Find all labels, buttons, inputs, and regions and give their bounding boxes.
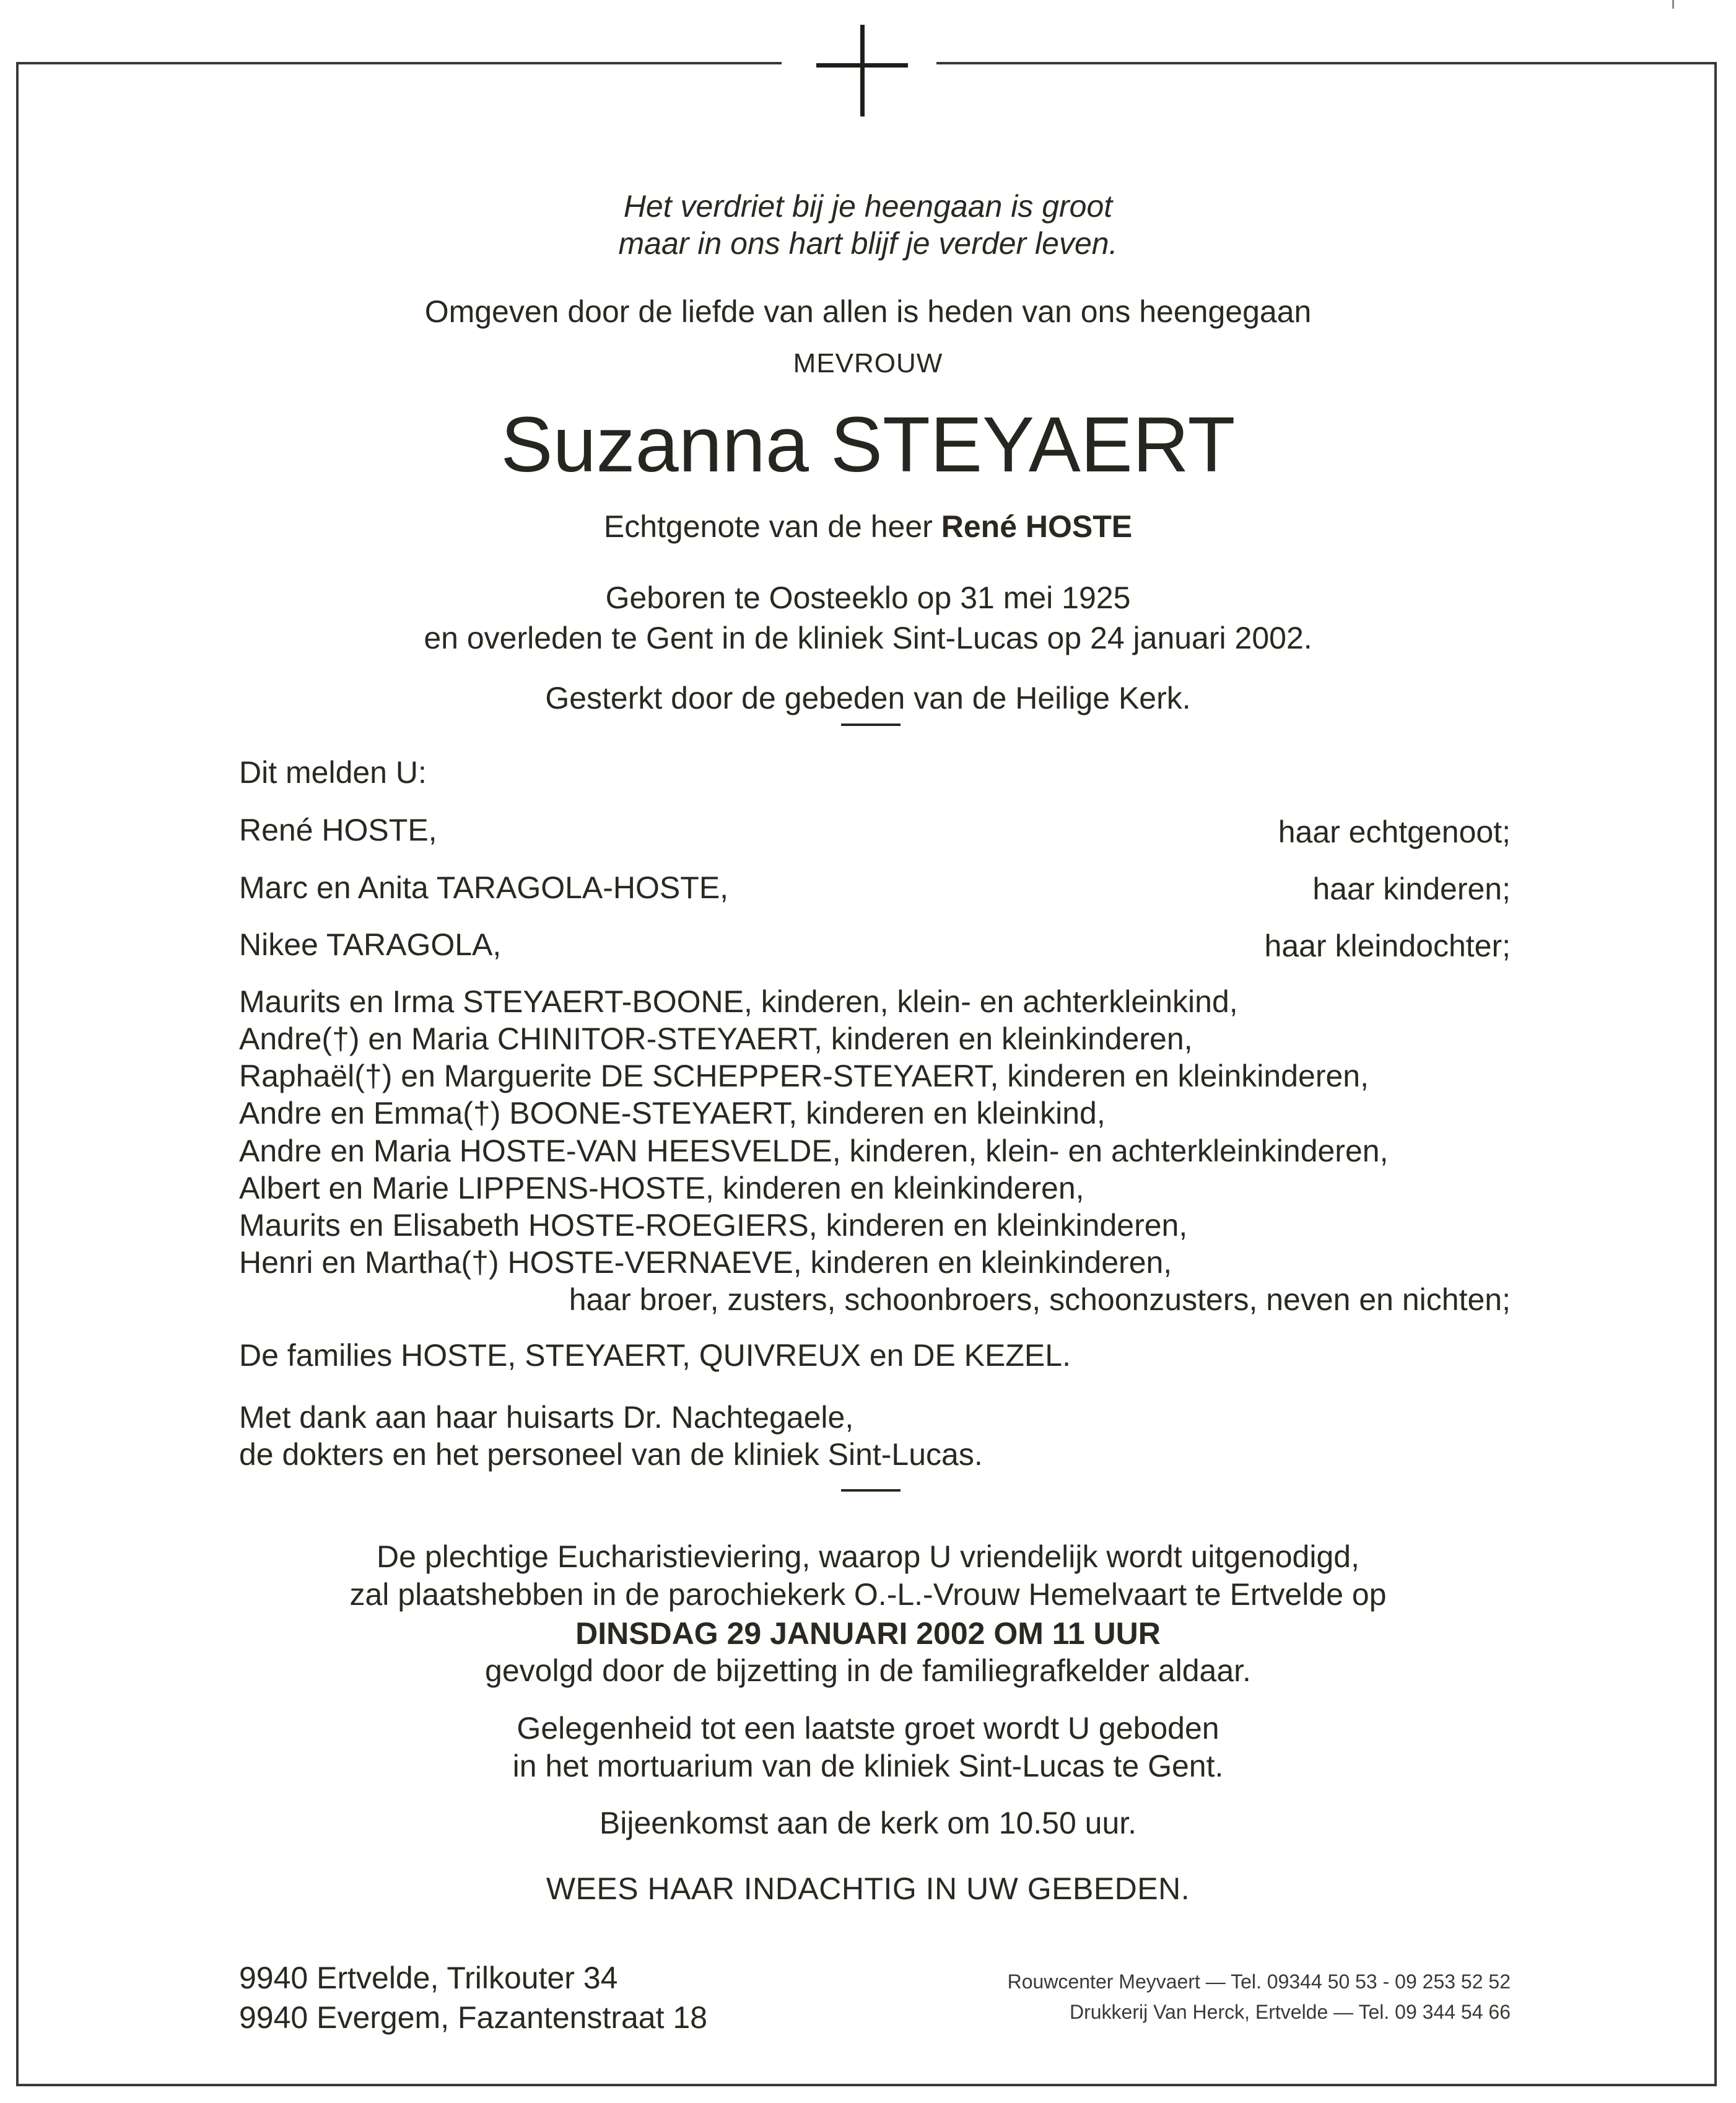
family-relation: haar kinderen; <box>1312 872 1511 906</box>
credit-line: Drukkerij Van Herck, Ertvelde — Tel. 09 344 54 66 <box>1069 2001 1511 2023</box>
relative-line: Andre(†) en Maria CHINITOR-STEYAERT, kinderen en kleinkinderen, <box>239 1021 1193 1056</box>
credit-line: Rouwcenter Meyvaert — Tel. 09344 50 53 - 09 253 52 52 <box>1007 1970 1511 1993</box>
born-line: Geboren te Oosteeklo op 31 mei 1925 <box>605 580 1131 615</box>
families-line: De families HOSTE, STEYAERT, QUIVREUX en DE KEZEL. <box>239 1338 1071 1373</box>
relative-line: Henri en Martha(†) HOSTE-VERNAEVE, kinderen en kleinkinderen, <box>239 1245 1172 1280</box>
spouse-prefix: Echtgenote van de heer <box>603 509 933 544</box>
church-line: Gesterkt door de gebeden van de Heilige Kerk. <box>545 681 1191 715</box>
relative-line: Andre en Emma(†) BOONE-STEYAERT, kinderen en kleinkind, <box>239 1096 1106 1130</box>
quote-line-1: Het verdriet bij je heengaan is groot <box>623 189 1113 224</box>
mass-line-1: De plechtige Eucharistieviering, waarop U vriendelijk wordt uitgenodigd, <box>377 1539 1359 1574</box>
gathering-line: Bijeenkomst aan de kerk om 10.50 uur. <box>599 1806 1137 1840</box>
relative-line: Albert en Marie LIPPENS-HOSTE, kinderen en kleinkinderen, <box>239 1171 1084 1205</box>
title-prefix: MEVROUW <box>793 348 943 378</box>
announce-text: Dit melden U: <box>239 755 427 790</box>
deceased-name: Suzanna STEYAERT <box>500 401 1236 488</box>
relative-line: Raphaël(†) en Marguerite DE SCHEPPER-STEYAERT, kinderen en kleinkinderen, <box>239 1059 1369 1093</box>
family-name: Marc en Anita TARAGOLA-HOSTE, <box>239 870 729 905</box>
remember-line: WEES HAAR INDACHTIG IN UW GEBEDEN. <box>546 1871 1190 1906</box>
mass-line-3: gevolgd door de bijzetting in de familiegrafkelder aldaar. <box>485 1653 1251 1688</box>
divider <box>841 724 901 726</box>
relative-line: Maurits en Irma STEYAERT-BOONE, kinderen, klein- en achterkleinkind, <box>239 984 1238 1019</box>
family-relation: haar kleindochter; <box>1264 929 1511 963</box>
family-relation: haar echtgenoot; <box>1278 815 1511 849</box>
spouse-name: René HOSTE <box>941 509 1133 544</box>
relative-line: Maurits en Elisabeth HOSTE-ROEGIERS, kinderen en kleinkinderen, <box>239 1208 1188 1243</box>
scan-mark <box>1672 0 1674 9</box>
address-line: 9940 Evergem, Fazantenstraat 18 <box>239 2000 708 2035</box>
divider <box>841 1489 901 1492</box>
intro-text: Omgeven door de liefde van allen is heden van ons heengegaan <box>424 294 1312 329</box>
mass-date: DINSDAG 29 JANUARI 2002 OM 11 UUR <box>575 1616 1161 1651</box>
cross-icon-horizontal <box>816 63 908 68</box>
address-line: 9940 Ertvelde, Trilkouter 34 <box>239 1961 618 1995</box>
visitation-line-2: in het mortuarium van de kliniek Sint-Lucas te Gent. <box>512 1749 1224 1783</box>
mass-line-2: zal plaatshebben in de parochiekerk O.-L.-Vrouw Hemelvaart te Ertvelde op <box>349 1577 1387 1612</box>
visitation-line-1: Gelegenheid tot een laatste groet wordt U geboden <box>517 1711 1219 1746</box>
family-name: René HOSTE, <box>239 813 437 847</box>
cross-icon-vertical <box>860 25 865 116</box>
spouse-line <box>0 511 1736 542</box>
thanks-line-1: Met dank aan haar huisarts Dr. Nachtegaele, <box>239 1400 854 1435</box>
quote-line-2: maar in ons hart blijf je verder leven. <box>618 226 1118 261</box>
thanks-line-2: de dokters en het personeel van de kliniek Sint-Lucas. <box>239 1437 983 1472</box>
relatives-summary: haar broer, zusters, schoonbroers, schoonzusters, neven en nichten; <box>569 1282 1511 1317</box>
relative-line: Andre en Maria HOSTE-VAN HEESVELDE, kinderen, klein- en achterkleinkinderen, <box>239 1134 1389 1168</box>
family-name: Nikee TARAGOLA, <box>239 927 502 962</box>
died-line: en overleden te Gent in de kliniek Sint-Lucas op 24 januari 2002. <box>424 621 1312 655</box>
